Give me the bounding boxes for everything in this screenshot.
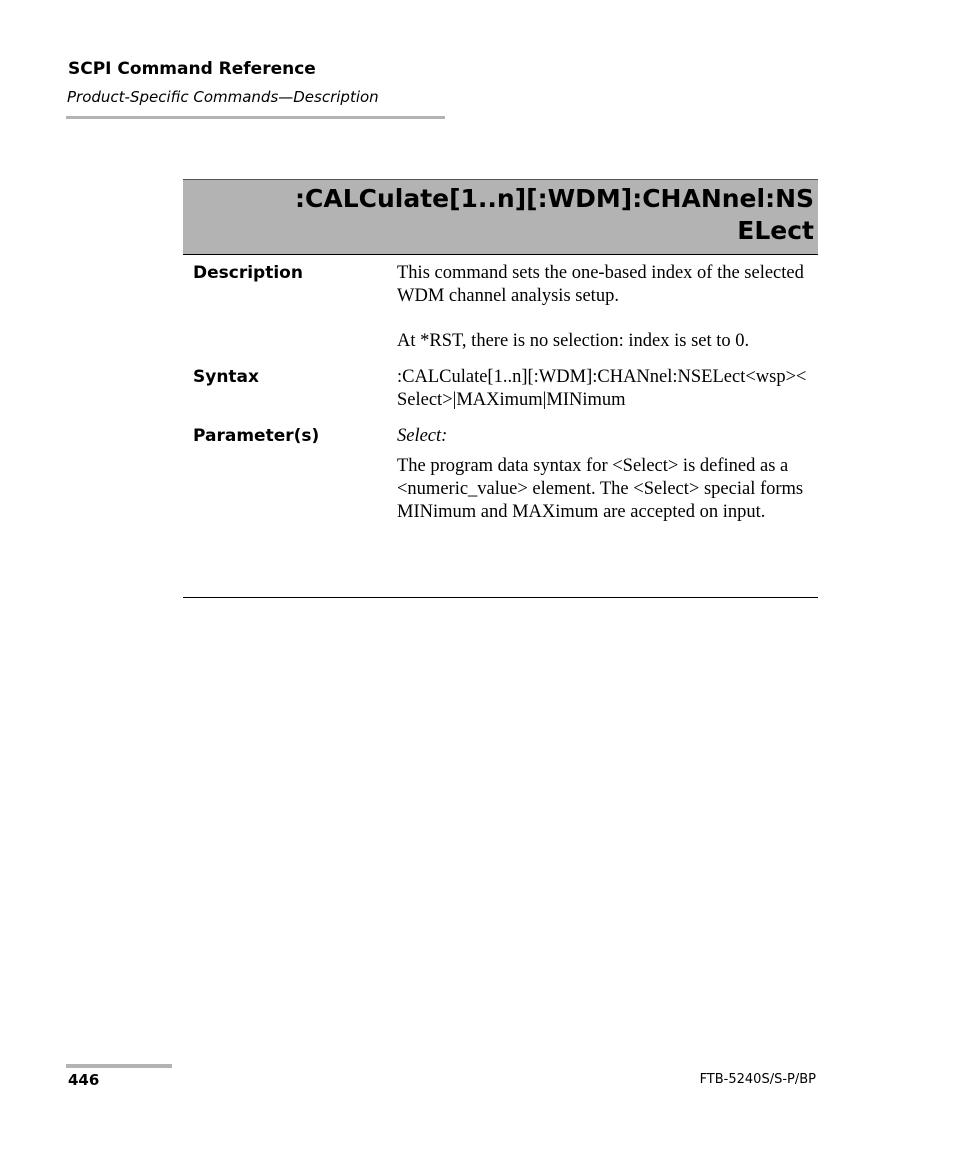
description-text: This command sets the one-based index of the selected WDM channel analysis setup. bbox=[397, 263, 804, 306]
page-number: 446 bbox=[68, 1071, 100, 1089]
parameters-label: Parameter(s) bbox=[193, 426, 320, 446]
running-header-subtitle: Product-Specific Commands—Description bbox=[67, 88, 379, 106]
table-bottom-rule bbox=[183, 597, 818, 598]
syntax-text: :CALCulate[1..n][:WDM]:CHANnel:NSELect<wsp><Select>|MAXimum|MINimum bbox=[397, 367, 807, 410]
command-title-box bbox=[183, 179, 818, 255]
command-title: :CALCulate[1..n][:WDM]:CHANnel:NSELect bbox=[295, 184, 814, 245]
product-name: FTB-5240S/S-P/BP bbox=[699, 1072, 816, 1087]
parameter-description: The program data syntax for <Select> is defined as a <numeric_value> element. The <Select> special forms MINimum and MAXimum are accepted on input. bbox=[397, 456, 804, 522]
parameter-name: Select: bbox=[397, 426, 448, 446]
syntax-label: Syntax bbox=[193, 367, 259, 387]
description-label: Description bbox=[193, 263, 303, 283]
header-rule bbox=[66, 116, 445, 119]
running-header-title: SCPI Command Reference bbox=[68, 59, 316, 79]
footer-rule bbox=[66, 1064, 172, 1068]
description-rst-text: At *RST, there is no selection: index is set to 0. bbox=[397, 331, 750, 351]
